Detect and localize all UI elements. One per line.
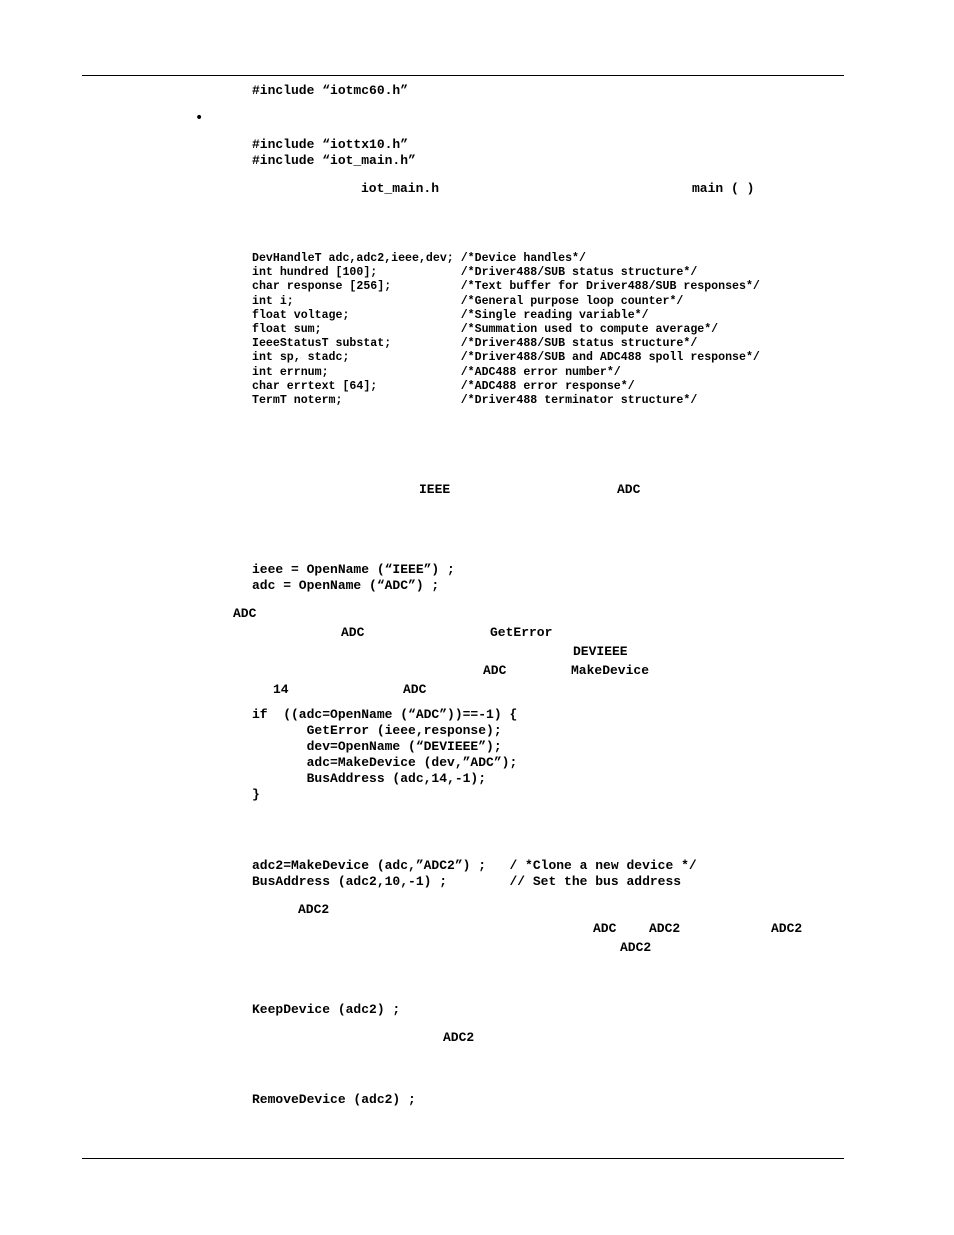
declaration-line: int i; /*General purpose loop counter*/ bbox=[252, 294, 684, 308]
ref-adc2: ADC2 bbox=[620, 940, 652, 955]
ref-makedevice: MakeDevice bbox=[571, 663, 650, 678]
ref-ieee: IEEE bbox=[419, 482, 451, 497]
ref-adc2: ADC2 bbox=[443, 1030, 475, 1045]
clone-device-line: adc2=MakeDevice (adc,”ADC2”) ; / *Clone a new device */ bbox=[252, 858, 697, 873]
ref-adc: ADC bbox=[593, 921, 617, 936]
code-line: adc=MakeDevice (dev,”ADC”); bbox=[252, 755, 518, 770]
footer-rule bbox=[82, 1158, 844, 1159]
ref-adc: ADC bbox=[403, 682, 427, 697]
declaration-line: int errnum; /*ADC488 error number*/ bbox=[252, 365, 621, 379]
ref-adc2: ADC2 bbox=[649, 921, 681, 936]
ref-bus-number: 14 bbox=[273, 682, 289, 697]
include-iottx10: #include “iottx10.h” bbox=[252, 137, 409, 152]
declarations-block bbox=[252, 252, 760, 408]
bullet-icon: • bbox=[195, 110, 204, 126]
ref-adc2: ADC2 bbox=[298, 902, 330, 917]
open-adc-line: adc = OpenName (“ADC”) ; bbox=[252, 578, 440, 593]
if-block bbox=[252, 707, 517, 803]
ref-main: main ( ) bbox=[692, 181, 755, 196]
header-rule bbox=[82, 75, 844, 76]
declaration-line: int hundred [100]; /*Driver488/SUB status structure*/ bbox=[252, 266, 698, 280]
ref-devieee: DEVIEEE bbox=[573, 644, 628, 659]
include-iot-main: #include “iot_main.h” bbox=[252, 153, 416, 168]
code-line: BusAddress (adc,14,-1); bbox=[252, 771, 487, 786]
declaration-line: char response [256]; /*Text buffer for Driver488/SUB responses*/ bbox=[252, 280, 760, 294]
ref-geterror: GetError bbox=[490, 625, 553, 640]
declaration-line: IeeeStatusT substat; /*Driver488/SUB status structure*/ bbox=[252, 337, 698, 351]
include-iotmc60: #include “iotmc60.h” bbox=[252, 83, 409, 98]
code-line: dev=OpenName (“DEVIEEE”); bbox=[252, 739, 502, 754]
declaration-line: float sum; /*Summation used to compute average*/ bbox=[252, 323, 719, 337]
ref-adc: ADC bbox=[233, 606, 257, 621]
keep-device-line: KeepDevice (adc2) ; bbox=[252, 1002, 401, 1017]
ref-adc: ADC bbox=[617, 482, 641, 497]
open-ieee-line: ieee = OpenName (“IEEE”) ; bbox=[252, 562, 455, 577]
declaration-line: int sp, stadc; /*Driver488/SUB and ADC488 spoll response*/ bbox=[252, 351, 760, 365]
code-line: if ((adc=OpenName (“ADC”))==-1) { bbox=[252, 707, 518, 722]
ref-adc: ADC bbox=[341, 625, 365, 640]
declaration-line: char errtext [64]; /*ADC488 error response*/ bbox=[252, 379, 635, 393]
declaration-line: DevHandleT adc,adc2,ieee,dev; /*Device handles*/ bbox=[252, 252, 586, 265]
code-line: GetError (ieee,response); bbox=[252, 723, 502, 738]
declaration-line: float voltage; /*Single reading variable*/ bbox=[252, 308, 649, 322]
remove-device-line: RemoveDevice (adc2) ; bbox=[252, 1092, 416, 1107]
declaration-line: TermT noterm; /*Driver488 terminator structure*/ bbox=[252, 394, 698, 408]
bus-address-line: BusAddress (adc2,10,-1) ; // Set the bus address bbox=[252, 874, 682, 889]
ref-adc2: ADC2 bbox=[771, 921, 803, 936]
ref-adc: ADC bbox=[483, 663, 507, 678]
code-line: } bbox=[252, 787, 260, 802]
ref-iot-main: iot_main.h bbox=[361, 181, 440, 196]
